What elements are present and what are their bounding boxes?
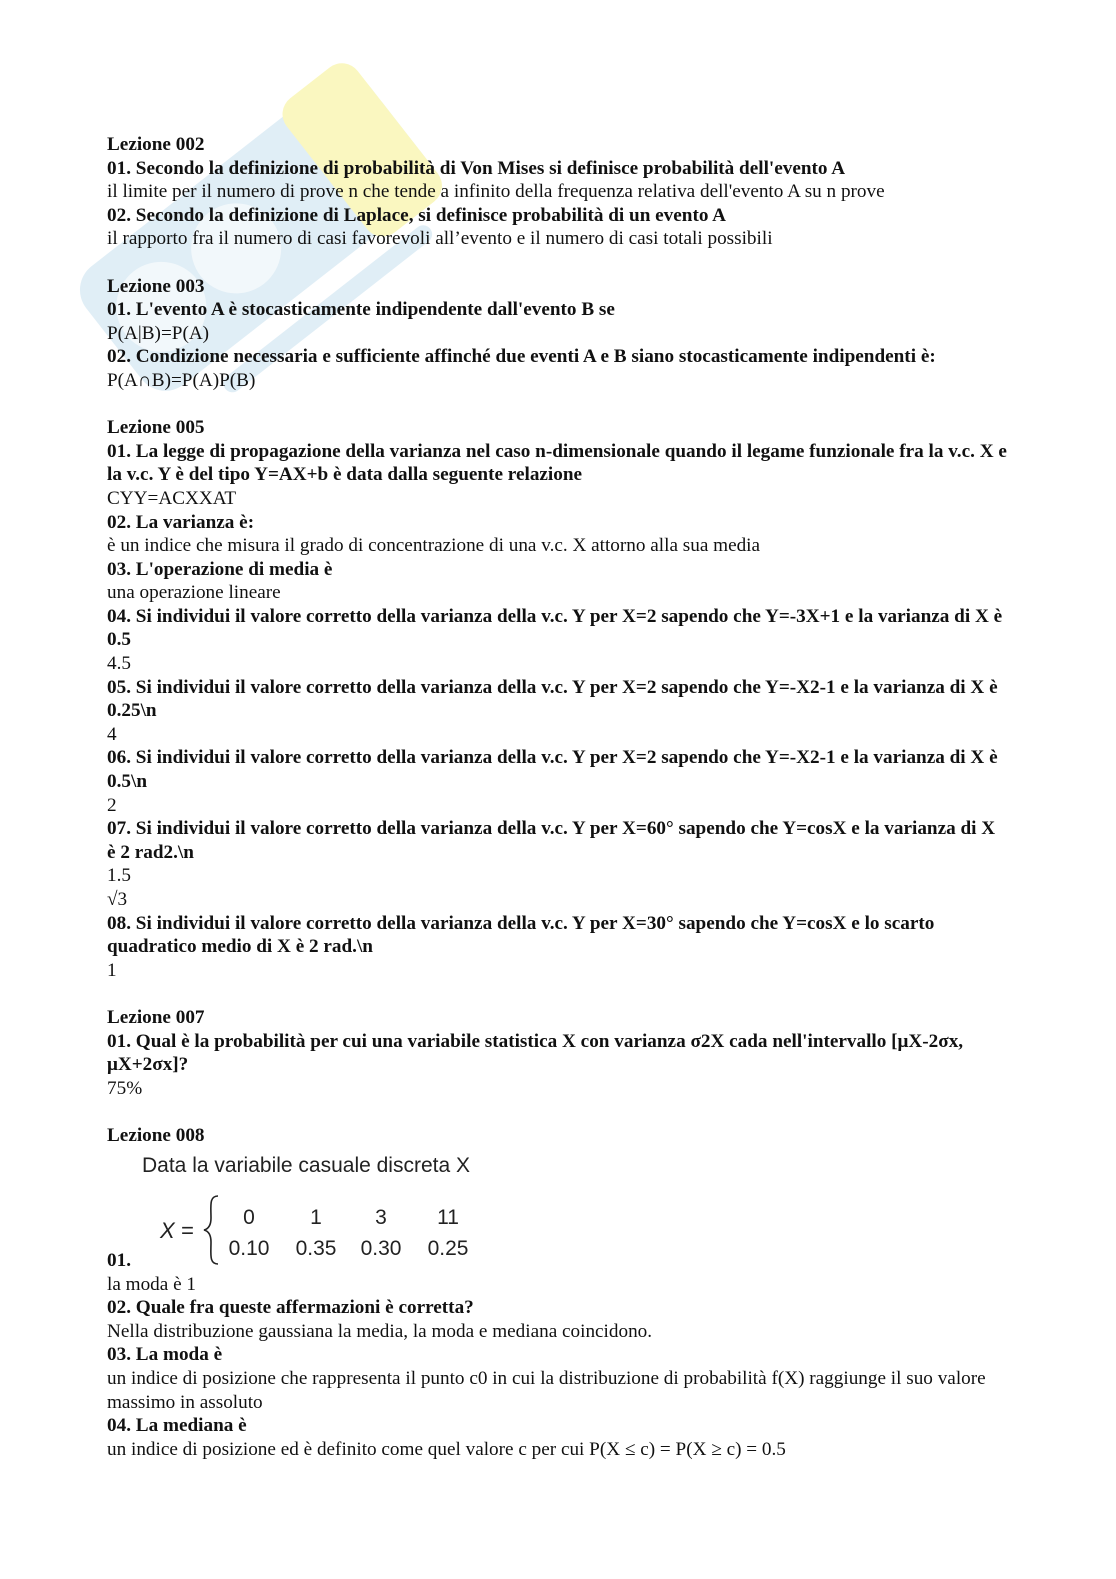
question: 03. L'operazione di media è xyxy=(107,558,333,580)
answer: il rapporto fra il numero di casi favorevoli all’evento e il numero di casi totali possibili xyxy=(107,228,773,250)
answer: la moda è 1 xyxy=(107,1273,196,1295)
question: 03. La moda è xyxy=(107,1344,223,1366)
question: 05. Si individui il valore corretto della varianza della v.c. Y per X=2 sapendo che Y=-X2-1 e la varianza di X è 0.25\n xyxy=(107,676,998,722)
variable-symbol: X = xyxy=(160,1217,194,1243)
question: 04. Si individui il valore corretto della varianza della v.c. Y per X=2 sapendo che Y=-3X+1 e la varianza di X è 0.5 xyxy=(107,605,1003,651)
probability-cell: 0.10 xyxy=(228,1236,270,1260)
answer: CYY=ACXXAT xyxy=(107,487,237,509)
question: 07. Si individui il valore corretto della varianza della v.c. Y per X=60° sapendo che Y=cosX e la varianza di X è 2 rad2.\n xyxy=(107,818,996,863)
lesson-title: Lezione 008 xyxy=(107,1124,205,1146)
question: 02. Secondo la definizione di Laplace, si definisce probabilità di un evento A xyxy=(107,204,727,226)
discrete-distribution-figure xyxy=(142,1148,562,1273)
question: 01. La legge di propagazione della varianza nel caso n-dimensionale quando il legame funzionale fra la v.c. X e la v.c. Y è del tipo Y=AX+b è data dalla seguente relazione xyxy=(107,440,1007,486)
answer: Nella distribuzione gaussiana la media, la moda e mediana coincidono. xyxy=(107,1320,653,1342)
answer: 75% xyxy=(107,1077,143,1099)
distribution-figure-row xyxy=(107,1148,1007,1273)
answer: √3 xyxy=(107,889,128,910)
value-cell: 11 xyxy=(437,1205,459,1229)
probability-cell: 0.35 xyxy=(295,1236,337,1260)
answer: un indice di posizione ed è definito come quel valore c per cui P(X ≤ c) = P(X ≥ c) = 0.5 xyxy=(107,1438,786,1460)
lesson-title: Lezione 002 xyxy=(107,134,205,155)
document-page xyxy=(107,133,1007,1485)
answer: 2 xyxy=(107,794,117,816)
answer: P(A|B)=P(A) xyxy=(107,322,210,344)
lesson-002 xyxy=(107,133,1007,251)
lesson-005 xyxy=(107,416,1007,982)
question: 08. Si individui il valore corretto della varianza della v.c. Y per X=30° sapendo che Y=cosX e lo scarto quadratico medio di X è 2 rad.\n xyxy=(107,912,935,958)
value-cell: 0 xyxy=(243,1205,255,1229)
question: 01. Qual è la probabilità per cui una variabile statistica X con varianza σ2X cada nell'intervallo [μX-2σx, μX+2σx]? xyxy=(107,1030,964,1076)
lesson-title: Lezione 003 xyxy=(107,275,205,297)
probability-cell: 0.25 xyxy=(427,1236,469,1260)
question-number: 01. xyxy=(107,1249,131,1271)
probability-cell: 0.30 xyxy=(360,1236,402,1260)
answer: una operazione lineare xyxy=(107,582,281,604)
question: 01. Secondo la definizione di probabilità di Von Mises si definisce probabilità dell'evento A xyxy=(107,157,846,179)
value-cell: 1 xyxy=(310,1205,322,1229)
answer: 4 xyxy=(107,723,117,745)
value-cell: 3 xyxy=(375,1205,387,1229)
lesson-007 xyxy=(107,1006,1007,1100)
answer: 4.5 xyxy=(107,653,131,675)
lesson-003 xyxy=(107,275,1007,393)
question: 02. La varianza è: xyxy=(107,511,255,533)
answer: è un indice che misura il grado di concentrazione di una v.c. X attorno alla sua media xyxy=(107,535,761,557)
answer: il limite per il numero di prove n che tende a infinito della frequenza relativa dell'evento A su n prove xyxy=(107,181,885,203)
question: 02. Condizione necessaria e sufficiente affinché due eventi A e B siano stocasticamente indipendenti è: xyxy=(107,346,936,368)
left-brace-icon xyxy=(202,1194,220,1266)
answer: 1.5 xyxy=(107,865,131,887)
answer: P(A∩B)=P(A)P(B) xyxy=(107,369,256,391)
lesson-title: Lezione 005 xyxy=(107,417,205,439)
question: 02. Quale fra queste affermazioni è corretta? xyxy=(107,1297,474,1319)
answer: un indice di posizione che rappresenta il punto c0 in cui la distribuzione di probabilità f(X) raggiunge il suo valore massimo in assoluto xyxy=(107,1367,986,1413)
lesson-008 xyxy=(107,1124,1007,1461)
question: 01. L'evento A è stocasticamente indipendente dall'evento B se xyxy=(107,299,615,321)
question: 06. Si individui il valore corretto della varianza della v.c. Y per X=2 sapendo che Y=-X2-1 e la varianza di X è 0.5\n xyxy=(107,747,998,793)
figure-caption: Data la variabile casuale discreta X xyxy=(142,1153,471,1177)
question: 04. La mediana è xyxy=(107,1415,247,1437)
lesson-title: Lezione 007 xyxy=(107,1006,205,1028)
answer: 1 xyxy=(107,959,117,981)
